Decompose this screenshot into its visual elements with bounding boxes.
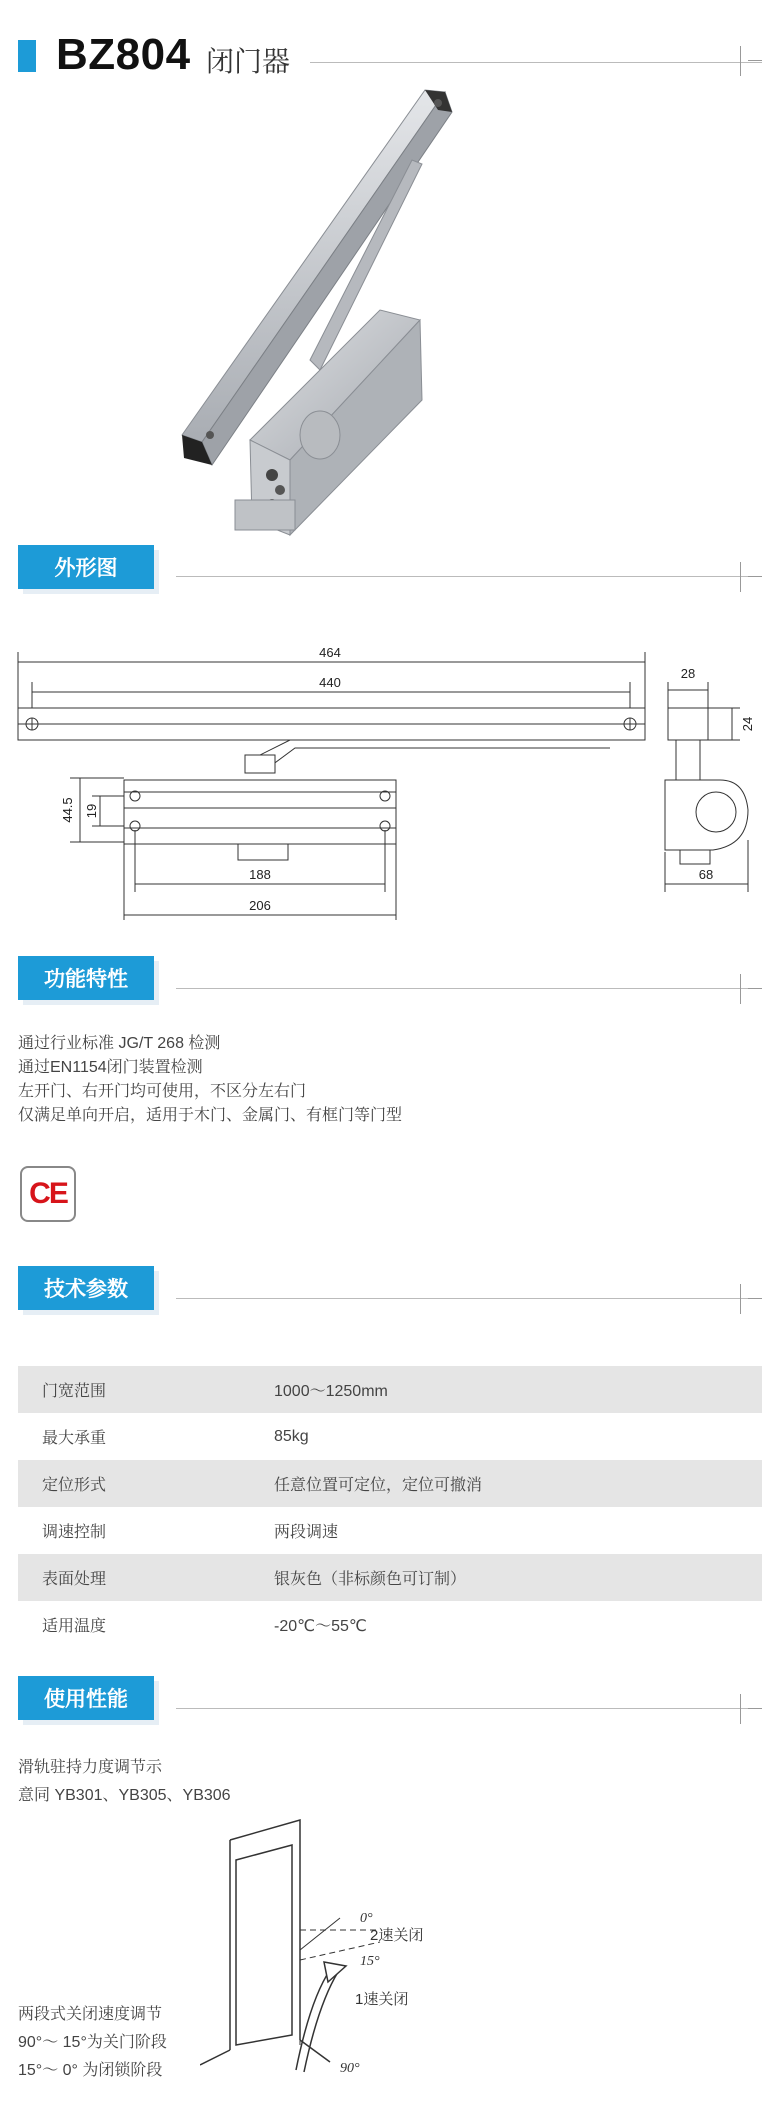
divider-tick xyxy=(748,576,762,577)
usage-note: 意同 YB301、YB305、YB306 xyxy=(18,1787,231,1804)
divider-tick xyxy=(748,60,762,61)
spec-value: 任意位置可定位，定位可撤消 xyxy=(274,1477,483,1494)
ce-mark-text: CE xyxy=(29,1177,67,1210)
spec-row xyxy=(18,1460,762,1507)
door-swing-diagram xyxy=(200,1800,460,2090)
spec-row xyxy=(18,1554,762,1601)
title-accent-block xyxy=(18,40,36,72)
feature-item: 左开门、右开门均可使用，不区分左右门 xyxy=(18,1083,307,1100)
feature-item: 仅满足单向开启，适用于木门、金属门、有框门等门型 xyxy=(18,1107,403,1124)
section-title-features: 功能特性 xyxy=(18,956,154,1000)
divider-tick xyxy=(748,1298,762,1299)
spec-value: 银灰色（非标颜色可订制） xyxy=(274,1571,467,1588)
spec-label: 适用温度 xyxy=(42,1618,107,1635)
angle-90-label: 90° xyxy=(340,2061,360,2076)
spec-label: 定位形式 xyxy=(42,1477,107,1494)
dim-440: 440 xyxy=(319,675,341,690)
dim-188: 188 xyxy=(249,867,271,882)
spec-value: -20℃～55℃ xyxy=(274,1618,367,1635)
dim-464: 464 xyxy=(319,645,341,660)
dim-19: 19 xyxy=(84,803,99,819)
spec-label: 调速控制 xyxy=(42,1524,107,1541)
usage-note: 滑轨驻持力度调节示 xyxy=(18,1759,163,1776)
technical-drawing xyxy=(0,630,780,930)
speed-2-label: 2速关闭 xyxy=(370,1927,424,1944)
divider-tick xyxy=(740,562,741,592)
divider-tick xyxy=(740,974,741,1004)
section-title-usage: 使用性能 xyxy=(18,1676,154,1720)
divider-tick xyxy=(748,988,762,989)
spec-row xyxy=(18,1507,762,1554)
usage-note: 两段式关闭速度调节 xyxy=(18,2006,163,2023)
angle-0-label: 0° xyxy=(360,1911,373,1926)
dim-28: 28 xyxy=(680,666,696,681)
title-divider xyxy=(310,62,762,63)
dim-68: 68 xyxy=(698,867,714,882)
divider-tick xyxy=(748,1708,762,1709)
spec-label: 表面处理 xyxy=(42,1571,107,1588)
ce-mark-icon xyxy=(20,1166,76,1222)
product-name: 闭门器 xyxy=(206,46,291,77)
section-divider xyxy=(176,988,762,989)
spec-value: 85kg xyxy=(274,1427,309,1445)
product-photo xyxy=(160,80,600,550)
section-title-specs: 技术参数 xyxy=(18,1266,154,1310)
spec-label: 门宽范围 xyxy=(42,1383,107,1400)
spec-row xyxy=(18,1366,762,1413)
dim-24: 24 xyxy=(740,716,755,732)
divider-tick xyxy=(740,1694,741,1724)
section-title-outline: 外形图 xyxy=(18,545,154,589)
section-divider xyxy=(176,576,762,577)
usage-note: 15°～ 0° 为闭锁阶段 xyxy=(18,2062,163,2079)
spec-row xyxy=(18,1601,762,1648)
spec-label: 最大承重 xyxy=(42,1430,107,1447)
dim-206: 206 xyxy=(249,898,271,913)
divider-tick xyxy=(740,46,741,76)
speed-1-label: 1速关闭 xyxy=(355,1991,409,2008)
feature-item: 通过行业标准 JG/T 268 检测 xyxy=(18,1035,221,1052)
usage-note: 90°～ 15°为关门阶段 xyxy=(18,2034,167,2051)
dim-44-5: 44.5 xyxy=(60,797,75,823)
feature-item: 通过EN1154闭门装置检测 xyxy=(18,1059,203,1076)
spec-value: 1000～1250mm xyxy=(274,1383,388,1400)
product-model: BZ804 xyxy=(56,30,191,79)
spec-value: 两段调速 xyxy=(274,1524,339,1541)
divider-tick xyxy=(740,1284,741,1314)
angle-15-label: 15° xyxy=(360,1954,380,1969)
spec-row xyxy=(18,1413,762,1460)
section-divider xyxy=(176,1708,762,1709)
section-divider xyxy=(176,1298,762,1299)
